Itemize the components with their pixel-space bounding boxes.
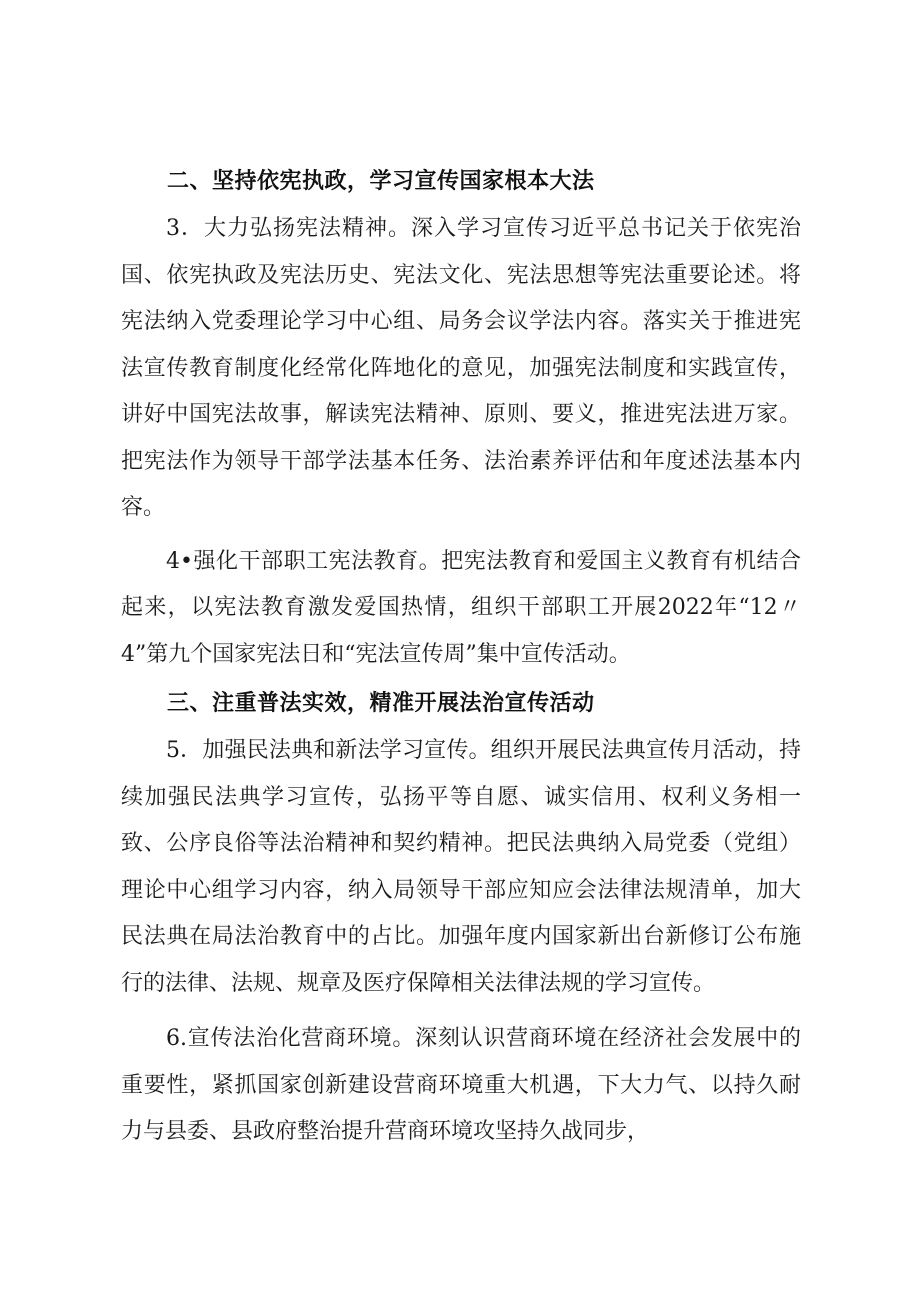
- paragraph-5: 5．加强民法典和新法学习宣传。组织开展民法典宣传月活动，持续加强民法典学习宣传，弘扬平等自愿、诚实信用、权利义务相一致、公序良俗等法治精神和契约精神。把民法典纳入局党委（党组）理论中心组学习内容，纳入局领导干部应知应会法律法规清单，加大民法典在局法治教育中的占比。加强年度内国家新出台新修订公布施行的法律、法规、规章及医疗保障相关法律法规的学习宣传。: [121, 738, 801, 996]
- paragraph-6: 6.宣传法治化营商环境。深刻认识营商环境在经济社会发展中的重要性，紧抓国家创新建设营商环境重大机遇，下大力气、以持久耐力与县委、县政府整治提升营商环境攻坚持久战同步，: [121, 1026, 801, 1144]
- section-2-heading: 二、坚持依宪执政，学习宣传国家根本大法: [167, 169, 595, 194]
- paragraph-3: 3．大力弘扬宪法精神。深入学习宣传习近平总书记关于依宪治国、依宪执政及宪法历史、宪法文化、宪法思想等宪法重要论述。将宪法纳入党委理论学习中心组、局务会议学法内容。落实关于推进宪法宣传教育制度化经常化阵地化的意见，加强宪法制度和实践宣传，讲好中国宪法故事，解读宪法精神、原则、要义，推进宪法进万家。把宪法作为领导干部学法基本任务、法治素养评估和年度述法基本内容。: [121, 216, 801, 520]
- paragraph-4: 4•强化干部职工宪法教育。把宪法教育和爱国主义教育有机结合起来，以宪法教育激发爱国热情，组织干部职工开展2022年“12〃4”第九个国家宪法日和“宪法宣传周”集中宣传活动。: [121, 548, 801, 667]
- document-body: [121, 158, 801, 1156]
- section-3-heading: 三、注重普法实效，精准开展法治宣传活动: [167, 691, 595, 716]
